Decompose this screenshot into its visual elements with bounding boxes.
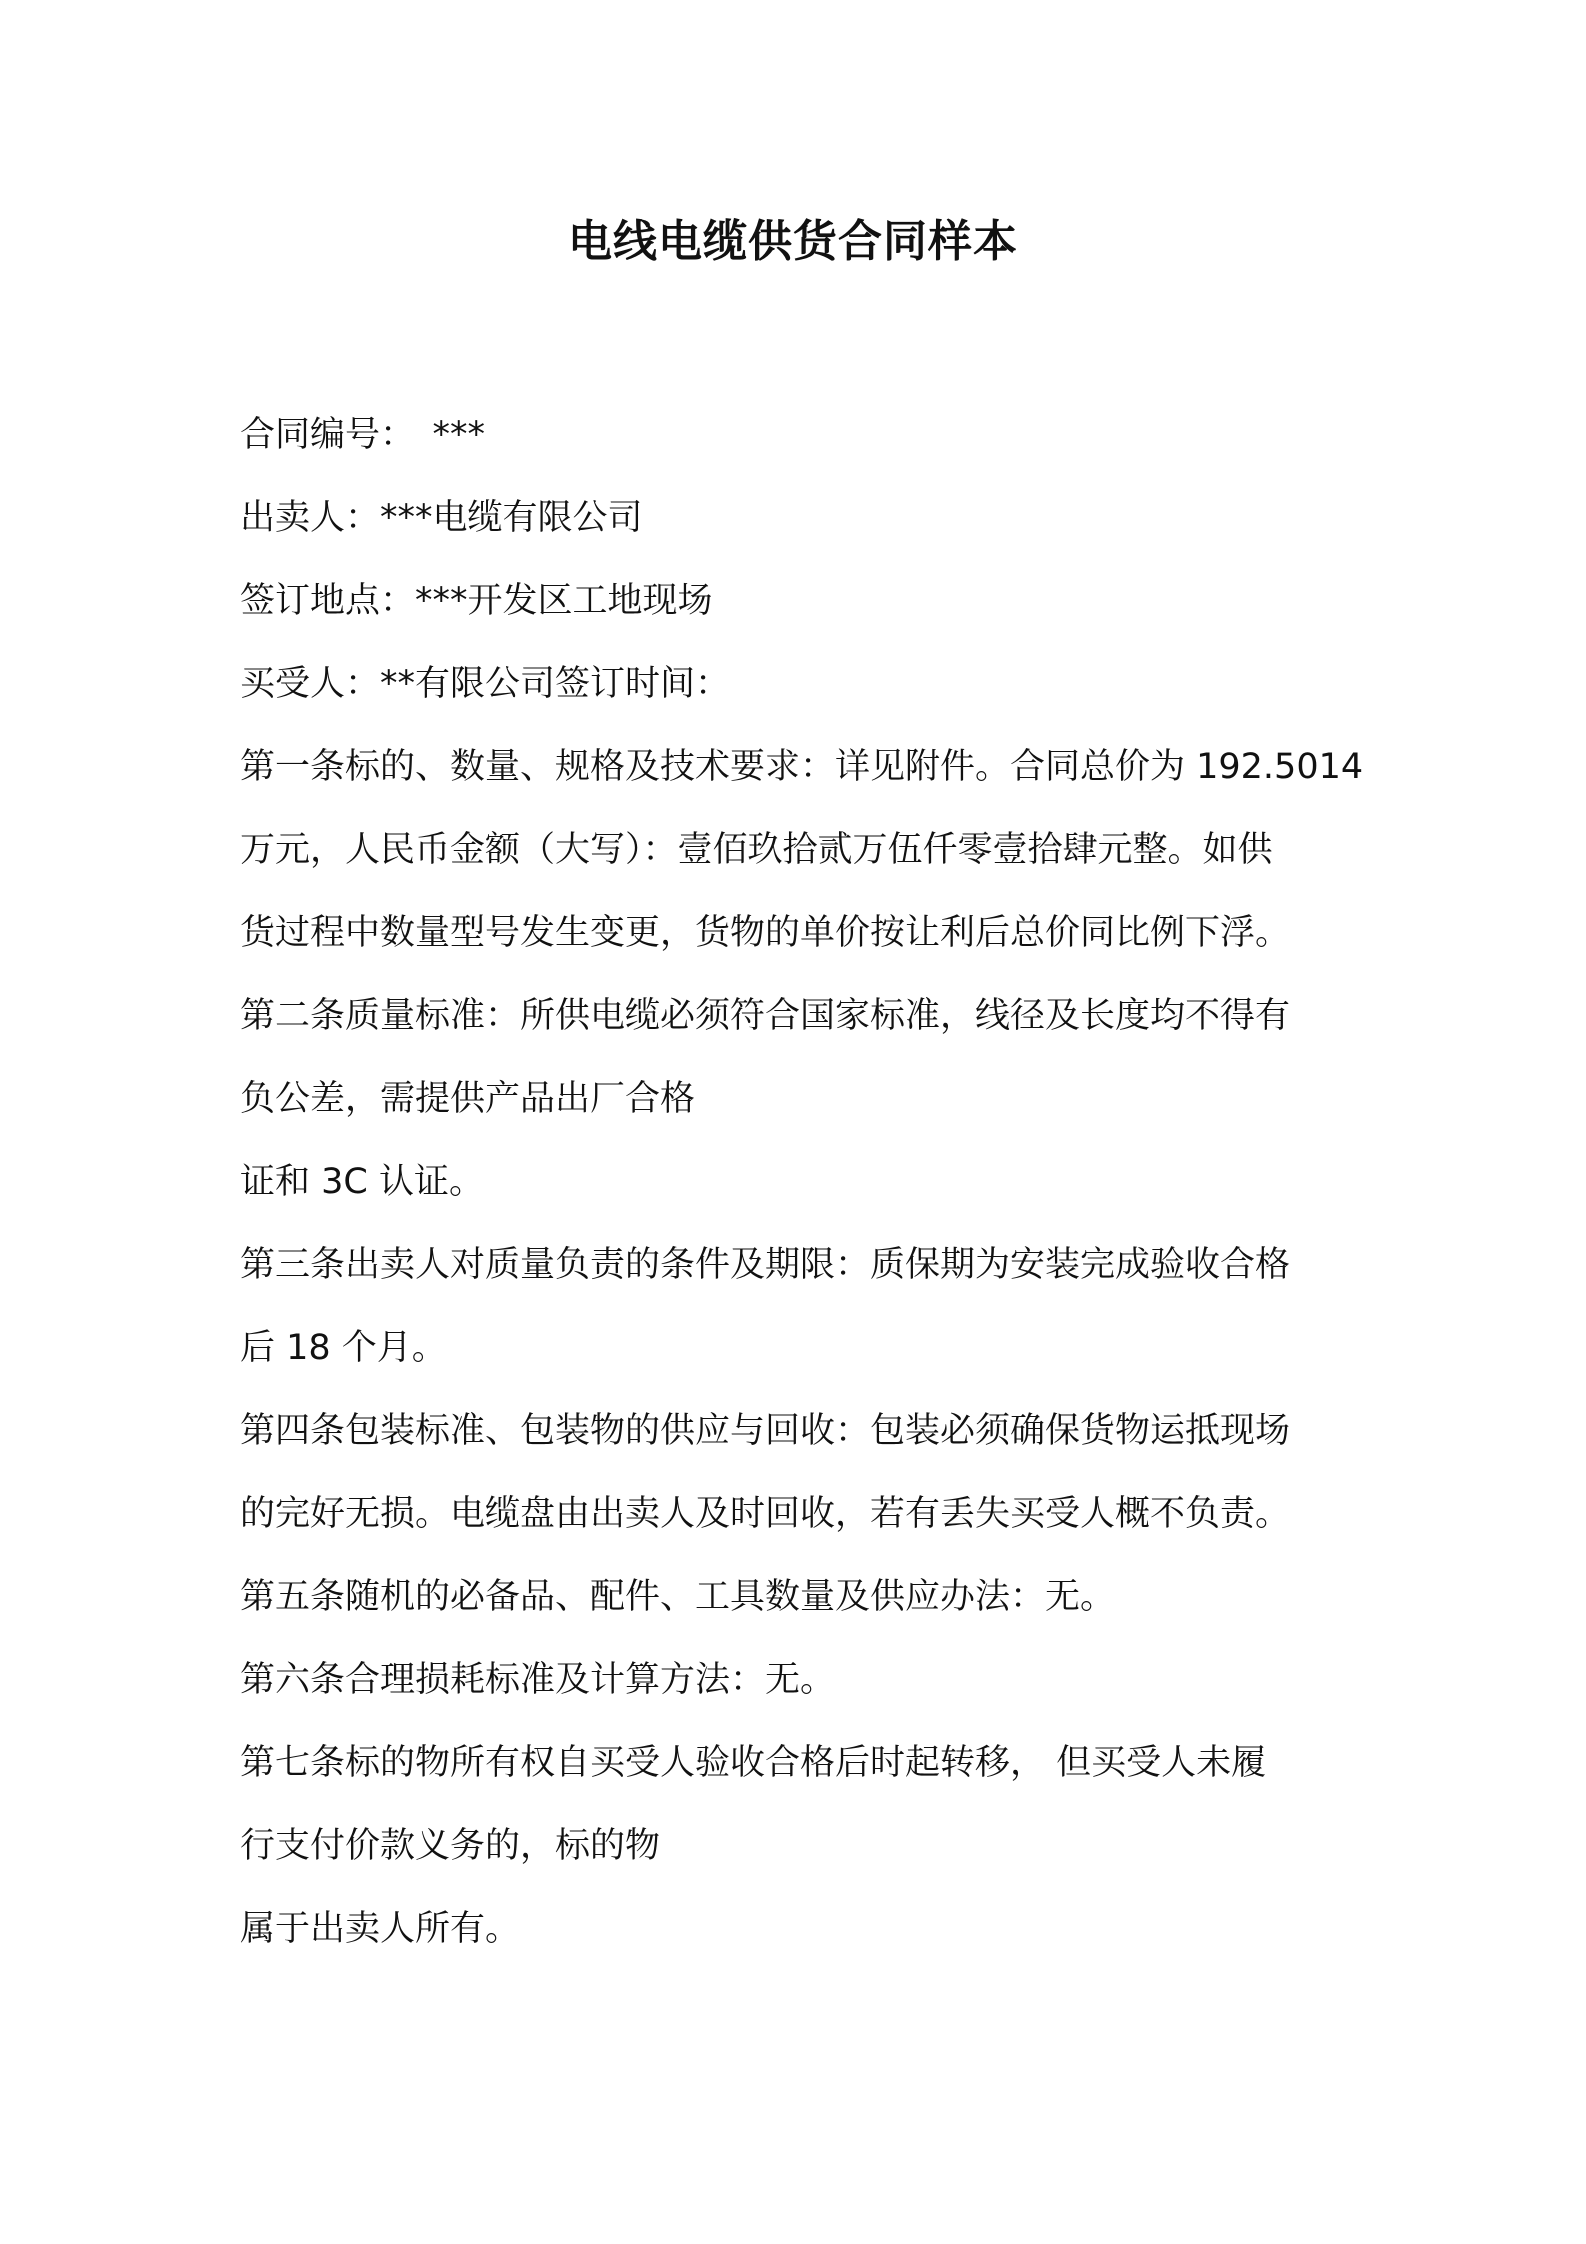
seller-line: 出卖人：***电缆有限公司 bbox=[240, 498, 643, 538]
article-1-line-3: 货过程中数量型号发生变更，货物的单价按让利后总价同比例下浮。 bbox=[240, 913, 1291, 953]
article-2-line-2: 负公差，需提供产品出厂合格 bbox=[240, 1079, 696, 1119]
article-3-line-2: 后 18 个月。 bbox=[240, 1328, 447, 1368]
article-6-line: 第六条合理损耗标准及计算方法：无。 bbox=[240, 1660, 836, 1700]
buyer-line: 买受人：**有限公司签订时间： bbox=[240, 664, 731, 704]
article-1-line-1: 第一条标的、数量、规格及技术要求：详见附件。合同总价为 192.5014 bbox=[240, 747, 1364, 787]
article-2-line-3: 证和 3C 认证。 bbox=[240, 1162, 484, 1202]
article-7-line-3: 属于出卖人所有。 bbox=[240, 1909, 521, 1949]
document-title: 电线电缆供货合同样本 bbox=[568, 216, 1018, 267]
article-3-line-1: 第三条出卖人对质量负责的条件及期限：质保期为安装完成验收合格 bbox=[240, 1245, 1291, 1285]
article-7-line-1: 第七条标的物所有权自买受人验收合格后时起转移， 但买受人未履 bbox=[240, 1743, 1267, 1783]
article-1-line-2: 万元，人民币金额（大写）：壹佰玖拾贰万伍仟零壹拾肆元整。如供 bbox=[240, 830, 1273, 870]
article-5-line: 第五条随机的必备品、配件、工具数量及供应办法：无。 bbox=[240, 1577, 1116, 1617]
article-4-line-2: 的完好无损。电缆盘由出卖人及时回收，若有丢失买受人概不负责。 bbox=[240, 1494, 1291, 1534]
article-7-line-2: 行支付价款义务的，标的物 bbox=[240, 1826, 661, 1866]
article-4-line-1: 第四条包装标准、包装物的供应与回收：包装必须确保货物运抵现场 bbox=[240, 1411, 1291, 1451]
article-2-line-1: 第二条质量标准：所供电缆必须符合国家标准，线径及长度均不得有 bbox=[240, 996, 1291, 1036]
signing-place-line: 签订地点：***开发区工地现场 bbox=[240, 581, 713, 621]
contract-number-line: 合同编号： *** bbox=[240, 415, 486, 455]
